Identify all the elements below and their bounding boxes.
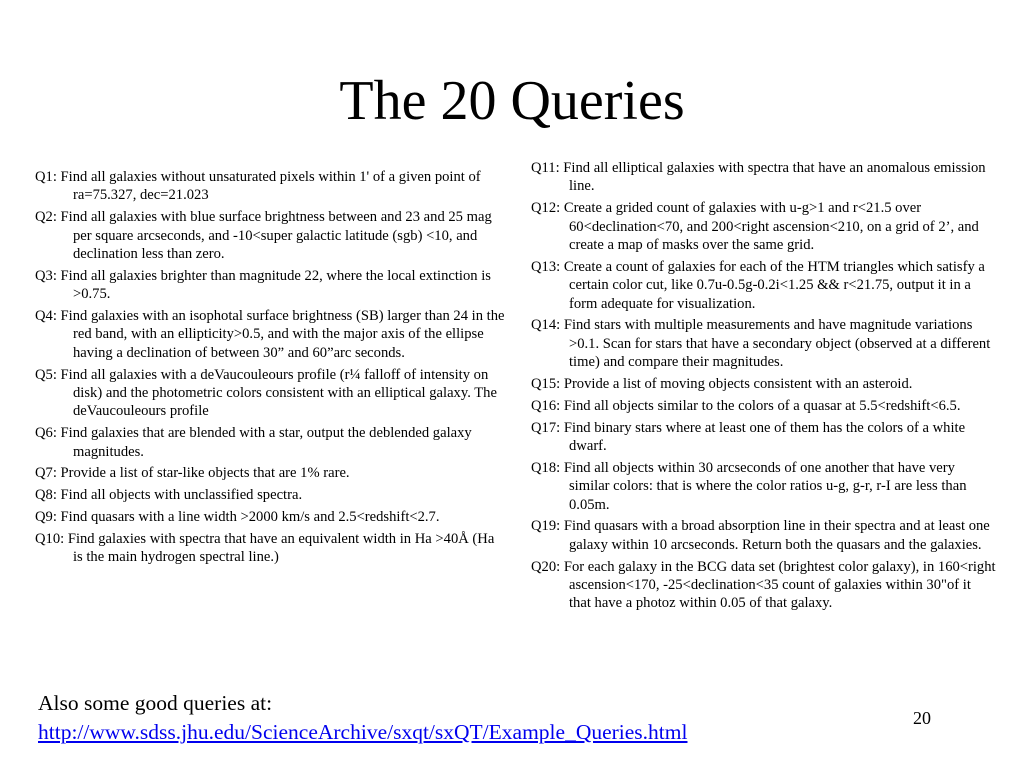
query-item: Q17: Find binary stars where at least one of them has the colors of a white dwarf. — [531, 419, 966, 455]
example-queries-link[interactable]: http://www.sdss.jhu.edu/ScienceArchive/sxqt/sxQT/Example_Queries.html — [38, 720, 688, 744]
query-item: Q19: Find quasars with a broad absorption line in their spectra and at least one galaxy within 10 arcseconds. Return both the quasars and the galaxies. — [531, 518, 990, 553]
footer-label: Also some good queries at: — [38, 691, 273, 715]
slide-title: The 20 Queries — [339, 70, 685, 132]
query-item: Q3: Find all galaxies brighter than magnitude 22, where the local extinction is >0.75. — [35, 267, 491, 303]
query-item: Q8: Find all objects with unclassified spectra. — [35, 487, 303, 504]
query-item: Q11: Find all elliptical galaxies with spectra that have an anomalous emission line. — [531, 160, 986, 195]
queries-right-column — [531, 159, 996, 616]
query-item: Q1: Find all galaxies without unsaturated pixels within 1' of a given point of ra=75.327, dec=21.023 — [35, 169, 481, 204]
query-item: Q9: Find quasars with a line width >2000 km/s and 2.5<redshift<2.7. — [35, 509, 440, 526]
query-item: Q14: Find stars with multiple measurements and have magnitude variations >0.1. Scan for stars that have a secondary object (observed at a different time) and compare their magnitudes. — [531, 317, 991, 371]
query-item: Q7: Provide a list of star-like objects that are 1% rare. — [35, 465, 350, 482]
queries-left-column — [35, 168, 505, 570]
query-item: Q13: Create a count of galaxies for each of the HTM triangles which satisfy a certain color cut, like 0.7u-0.5g-0.2i<1.25 && r<21.75, output it in a form adequate for visualization. — [531, 258, 985, 312]
page-number: 20 — [913, 708, 931, 728]
query-item: Q12: Create a grided count of galaxies with u-g>1 and r<21.5 over 60<declination<70, and 200<right ascension<210, on a grid of 2’, and create a map of masks over the same grid. — [531, 200, 979, 254]
query-item: Q18: Find all objects within 30 arcseconds of one another that have very similar colors: that is where the color ratios u-g, g-r, r-I are less than 0.05m. — [531, 459, 967, 513]
query-item: Q15: Provide a list of moving objects consistent with an asteroid. — [531, 376, 913, 393]
query-item: Q20: For each galaxy in the BCG data set (brightest color galaxy), in 160<right ascension<170, -25<declination<35 count of galaxies within 30"of it that have a photoz within 0.05 of that galaxy. — [531, 558, 996, 612]
query-item: Q6: Find galaxies that are blended with a star, output the deblended galaxy magnitudes. — [35, 425, 472, 460]
query-item: Q10: Find galaxies with spectra that have an equivalent width in Ha >40Å (Ha is the main hydrogen spectral line.) — [35, 530, 495, 566]
query-item: Q4: Find galaxies with an isophotal surface brightness (SB) larger than 24 in the red band, with an ellipticity>0.5, and with the major axis of the ellipse having a declination of between 30” and 60”arc seconds. — [35, 308, 505, 361]
query-item: Q16: Find all objects similar to the colors of a quasar at 5.5<redshift<6.5. — [531, 397, 961, 414]
footer — [38, 689, 687, 747]
query-item: Q2: Find all galaxies with blue surface brightness between and 23 and 25 mag per square arcseconds, and -10<super galactic latitude (sgb) <10, and declination less than zero. — [35, 209, 492, 263]
query-item: Q5: Find all galaxies with a deVaucouleours profile (r¼ falloff of intensity on disk) and the photometric colors consistent with an elliptical galaxy. The deVaucouleours profile — [35, 366, 497, 420]
